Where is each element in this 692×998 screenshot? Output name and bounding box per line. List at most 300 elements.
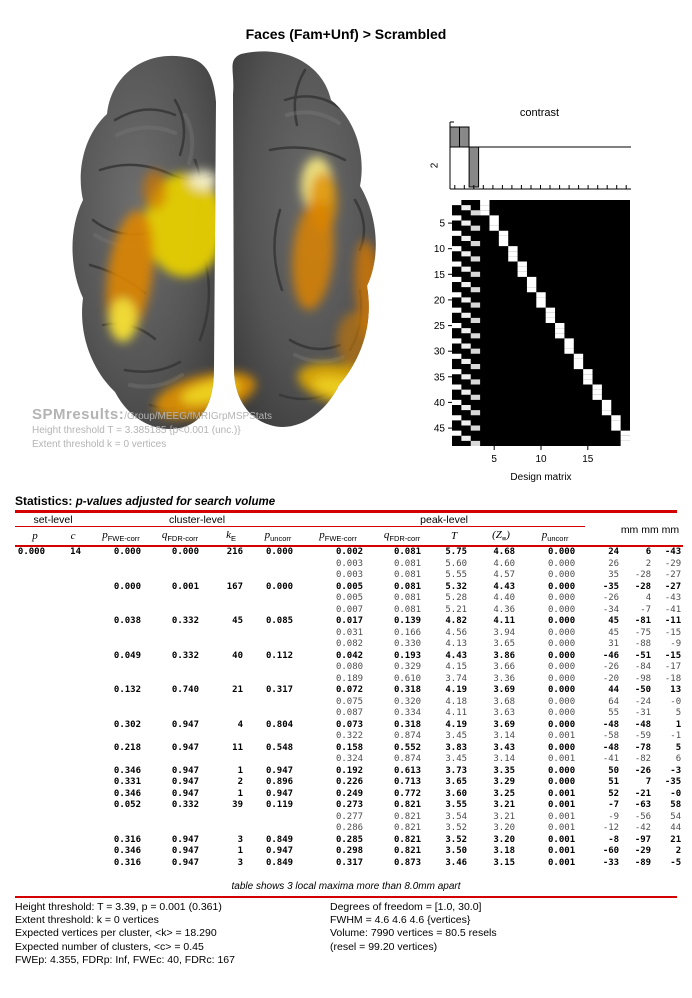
stat-value-cell [15, 731, 55, 743]
footer-resel: (resel = 99.20 vertices) [330, 940, 438, 953]
peak-coordinate-cell[interactable]: -41 [664, 604, 682, 615]
stat-value-cell: 3.25 [493, 788, 516, 799]
peak-coordinate-cell[interactable]: 5 [675, 708, 682, 718]
table-row-cluster-max [15, 777, 683, 789]
peak-coordinate-cell[interactable]: 55 [608, 708, 620, 718]
design-matrix[interactable] [415, 197, 677, 489]
peak-coordinate-cell[interactable]: -41 [602, 754, 620, 764]
stat-value-cell [209, 697, 253, 709]
peak-coordinate-cell[interactable]: 51 [608, 777, 620, 787]
stat-value-cell: 0.081 [393, 581, 422, 592]
stat-value-cell [15, 754, 55, 766]
stat-value-cell: 0.947 [171, 788, 200, 799]
stat-value-cell [55, 639, 91, 651]
group-header-peak-level: peak-level [303, 514, 585, 527]
stat-value-cell: 0.713 [393, 777, 422, 787]
stat-value-cell: 4.43 [445, 650, 468, 661]
stat-value-cell [15, 628, 55, 640]
stat-value-cell [55, 858, 91, 870]
table-row-sub-max [15, 559, 683, 571]
stat-value-cell: 0.821 [393, 834, 422, 845]
svg-text:45: 45 [433, 423, 445, 435]
statistics-label: Statistics: [15, 494, 73, 508]
stat-value-cell: 3.45 [445, 754, 468, 764]
peak-coordinate-cell[interactable]: 24 [608, 547, 620, 557]
footer-right-column [330, 901, 497, 954]
stat-value-cell: 0.000 [548, 673, 576, 684]
stat-value-cell [15, 800, 55, 812]
peak-coordinate-cell[interactable]: 35 [608, 570, 620, 580]
stat-value-cell: 0.001 [548, 788, 576, 799]
stat-value-cell: 3.69 [493, 719, 516, 730]
peak-coordinate-cell[interactable]: 6 [675, 754, 682, 764]
peak-coordinate-cell[interactable]: -43 [664, 593, 682, 603]
peak-coordinate-cell[interactable]: -24 [634, 696, 652, 707]
stat-value-cell: 0.874 [393, 754, 422, 764]
stat-value-cell: 0.000 [548, 719, 576, 730]
svg-text:5: 5 [491, 454, 497, 465]
stat-value-cell: 0.001 [548, 811, 576, 822]
peak-coordinate-cell[interactable]: -58 [602, 731, 620, 741]
stat-value-cell: 0.082 [335, 639, 364, 649]
stat-value-cell [55, 846, 91, 858]
table-row-sub-max [15, 823, 683, 835]
stat-value-cell [91, 812, 151, 824]
svg-text:30: 30 [433, 346, 445, 358]
peak-coordinate-cell[interactable]: -56 [634, 811, 652, 822]
stat-value-cell [253, 559, 303, 571]
peak-coordinate-cell[interactable]: 44 [608, 685, 620, 695]
design-matrix-xlabel: Design matrix [510, 472, 572, 483]
stat-value-cell: 0.189 [335, 673, 364, 684]
peak-coordinate-cell[interactable]: -15 [664, 650, 682, 661]
stat-value-cell: 0.000 [171, 547, 200, 557]
stat-value-cell [253, 570, 303, 582]
stat-value-cell: 0.081 [393, 547, 422, 557]
stat-value-cell [209, 605, 253, 617]
stat-value-cell [55, 605, 91, 617]
stat-value-cell: 3.20 [493, 834, 516, 845]
stat-value-cell [209, 674, 253, 686]
stat-value-cell: 1 [237, 846, 244, 856]
stat-value-cell: 0.821 [393, 846, 422, 856]
stat-value-cell: 0.947 [171, 834, 200, 845]
peak-coordinate-cell[interactable]: -51 [634, 650, 652, 661]
peak-coordinate-cell[interactable]: -9 [670, 639, 682, 649]
stat-value-cell: 0.804 [265, 719, 294, 730]
table-row-sub-max [15, 674, 683, 686]
peak-coordinate-cell[interactable]: -8 [608, 834, 620, 845]
stat-value-cell [15, 685, 55, 697]
stat-value-cell: 3.55 [445, 800, 468, 810]
stat-value-cell [15, 662, 55, 674]
results-path: /Group/MEEG/fMRIGrpMSPStats [124, 411, 273, 422]
stat-value-cell [55, 754, 91, 766]
peak-coordinate-cell[interactable]: -89 [634, 857, 652, 868]
peak-coordinate-cell[interactable]: -98 [634, 673, 652, 684]
peak-coordinate-cell[interactable]: -12 [602, 823, 620, 833]
statistics-heading [15, 494, 677, 508]
peak-coordinate-cell[interactable]: -1 [670, 731, 682, 741]
peak-coordinate-cell[interactable]: -88 [634, 639, 652, 649]
stat-value-cell [15, 766, 55, 778]
stat-value-cell: 0.000 [265, 581, 294, 592]
peak-coordinate-cell[interactable]: 7 [645, 777, 652, 787]
footer-expected-clusters: Expected number of clusters, <c> = 0.45 [15, 940, 204, 953]
stat-value-cell: 0.085 [265, 616, 294, 626]
peak-coordinate-cell[interactable]: -9 [608, 811, 620, 822]
stat-value-cell [253, 593, 303, 605]
peak-coordinate-cell[interactable]: -43 [664, 547, 682, 557]
table-row-cluster-max [15, 835, 683, 847]
stat-value-cell: 5.75 [445, 547, 468, 557]
stat-value-cell: 0.318 [393, 685, 422, 695]
stat-value-cell [15, 697, 55, 709]
stat-value-cell: 0.000 [548, 547, 576, 557]
table-row-sub-max [15, 628, 683, 640]
peak-coordinate-cell[interactable]: -46 [602, 650, 620, 661]
footer-expected-vertices: Expected vertices per cluster, <k> = 18.290 [15, 927, 217, 940]
peak-coordinate-cell[interactable]: -34 [602, 604, 620, 615]
stat-value-cell [151, 639, 209, 651]
stat-value-cell: 0.017 [335, 616, 364, 626]
stat-value-cell: 0.947 [171, 777, 200, 787]
stat-value-cell: 0.331 [113, 777, 142, 787]
stat-value-cell: 0.001 [548, 846, 576, 856]
peak-coordinate-cell[interactable]: -26 [602, 593, 620, 603]
stat-value-cell: 0.087 [335, 708, 364, 718]
peak-coordinate-cell[interactable]: 45 [608, 627, 620, 638]
stat-value-cell [209, 823, 253, 835]
stat-value-cell: 0.000 [548, 570, 576, 580]
stat-value-cell: 0.316 [113, 834, 142, 845]
stat-value-cell: 3.60 [445, 788, 468, 799]
peak-coordinate-cell[interactable]: -81 [634, 616, 652, 626]
stat-value-cell: 3.43 [493, 742, 516, 753]
stat-value-cell: 3.66 [493, 662, 516, 672]
table-row-cluster-max [15, 720, 683, 732]
stat-value-cell: 0.007 [335, 604, 364, 615]
table-row-cluster-max [15, 582, 683, 594]
stat-value-cell [91, 628, 151, 640]
stat-value-cell: 0.346 [113, 788, 142, 799]
peak-coordinate-cell[interactable]: -15 [664, 627, 682, 638]
peak-coordinate-cell[interactable]: 45 [608, 616, 620, 626]
stat-value-cell: 0.329 [393, 662, 422, 672]
stat-value-cell: 3.20 [493, 823, 516, 833]
column-header-p: p [15, 527, 55, 547]
stat-value-cell [91, 559, 151, 571]
stat-value-cell: 0.302 [113, 719, 142, 730]
stat-value-cell: 3.29 [493, 777, 516, 787]
peak-coordinate-cell[interactable]: -11 [664, 616, 682, 626]
group-header-cluster-level: cluster-level [91, 514, 303, 527]
peak-coordinate-cell[interactable]: -28 [634, 570, 652, 580]
stat-value-cell: 1 [237, 788, 244, 799]
peak-coordinate-cell[interactable]: -0 [670, 696, 682, 707]
stat-value-cell [151, 628, 209, 640]
stat-value-cell [15, 743, 55, 755]
stat-value-cell: 0.000 [548, 593, 576, 603]
stat-value-cell: 0.947 [265, 788, 294, 799]
peak-coordinate-cell[interactable]: 50 [608, 765, 620, 776]
stat-value-cell [15, 593, 55, 605]
stat-value-cell [151, 593, 209, 605]
peak-coordinate-cell[interactable]: 26 [608, 558, 620, 569]
peak-coordinate-cell[interactable]: -84 [634, 662, 652, 672]
statistics-subheading: p-values adjusted for search volume [75, 496, 276, 508]
peak-coordinate-cell[interactable]: -33 [602, 857, 620, 868]
table-row-sub-max [15, 754, 683, 766]
stat-value-cell [209, 639, 253, 651]
peak-coordinate-cell[interactable]: -97 [634, 834, 652, 845]
stat-value-cell: 0.317 [265, 685, 294, 695]
peak-coordinate-cell[interactable]: -35 [602, 581, 620, 592]
stat-value-cell: 4.68 [493, 547, 516, 557]
peak-coordinate-cell[interactable]: -59 [634, 731, 652, 741]
spmresults-label: SPMresults: [32, 406, 125, 423]
stat-value-cell: 0.821 [393, 800, 422, 810]
stat-value-cell: 0.613 [393, 765, 422, 776]
stat-value-cell: 0.000 [113, 581, 142, 592]
table-row-sub-max [15, 731, 683, 743]
stat-value-cell: 5.55 [445, 570, 468, 580]
table-row-sub-max [15, 570, 683, 582]
peak-coordinate-cell[interactable]: 13 [670, 685, 682, 695]
stat-value-cell: 4.40 [493, 593, 516, 603]
stat-value-cell: 0.000 [548, 627, 576, 638]
peak-coordinate-cell[interactable]: -0 [670, 788, 682, 799]
stat-value-cell: 0.001 [548, 834, 576, 845]
stat-value-cell: 4.57 [493, 570, 516, 580]
stat-value-cell: 0.081 [393, 604, 422, 615]
stat-value-cell: 0.849 [265, 857, 294, 868]
footer-left-column [15, 901, 235, 967]
peak-coordinate-cell[interactable]: 64 [608, 696, 620, 707]
stat-value-cell: 0.947 [265, 846, 294, 856]
stat-value-cell: 3.45 [445, 731, 468, 741]
stat-value-cell: 0.947 [171, 857, 200, 868]
stat-value-cell: 4.56 [445, 627, 468, 638]
height-threshold-note: Height threshold T = 3.385185 {p<0.001 (unc.)} [32, 425, 241, 436]
stat-value-cell: 0.005 [335, 581, 364, 592]
stat-value-cell: 4.82 [445, 616, 468, 626]
stat-value-cell: 1 [237, 765, 244, 776]
peak-coordinate-cell[interactable]: 44 [670, 823, 682, 833]
stat-value-cell: 0.031 [335, 627, 364, 638]
peak-coordinate-cell[interactable]: 31 [608, 639, 620, 649]
stat-value-cell: 0.334 [393, 708, 422, 718]
contrast-plot-title: contrast [519, 107, 560, 119]
peak-coordinate-cell[interactable]: 58 [670, 800, 682, 810]
stat-value-cell: 0.000 [548, 558, 576, 569]
stat-value-cell [55, 789, 91, 801]
stat-value-cell: 0.038 [113, 616, 142, 626]
peak-coordinate-cell[interactable]: -48 [634, 719, 652, 730]
column-header-p-fwe-corr: $p_{FWE-corr}$ [91, 527, 151, 547]
table-caption: table shows 3 local maxima more than 8.0mm apart [231, 881, 461, 892]
stat-value-cell: 0.000 [265, 547, 294, 557]
stat-value-cell: 0.081 [393, 558, 422, 569]
peak-coordinate-cell[interactable]: -48 [602, 719, 620, 730]
peak-coordinate-cell[interactable]: -7 [640, 604, 652, 615]
stat-value-cell [209, 812, 253, 824]
stat-value-cell [55, 812, 91, 824]
peak-coordinate-cell[interactable]: -20 [602, 673, 620, 684]
peak-coordinate-cell[interactable]: -18 [664, 673, 682, 684]
stat-value-cell: 0.324 [335, 754, 364, 764]
stat-value-cell: 3.14 [493, 754, 516, 764]
peak-coordinate-cell[interactable]: -75 [634, 627, 652, 638]
table-row-cluster-max [15, 858, 683, 870]
column-header-T: T [431, 527, 477, 547]
stat-value-cell [55, 777, 91, 789]
peak-coordinate-cell[interactable]: -26 [634, 765, 652, 776]
svg-text:40: 40 [433, 397, 445, 409]
stat-value-cell [15, 708, 55, 720]
peak-coordinate-cell[interactable]: -78 [634, 742, 652, 753]
column-header-k-e: $k_E$ [209, 527, 253, 547]
peak-coordinate-cell[interactable]: 1 [675, 719, 682, 730]
peak-coordinate-cell[interactable]: -63 [634, 800, 652, 810]
stat-value-cell [151, 823, 209, 835]
brain-surface-render[interactable] [55, 40, 415, 445]
stat-value-cell: 3 [237, 834, 244, 845]
peak-coordinate-cell[interactable]: -28 [634, 581, 652, 592]
peak-coordinate-cell[interactable]: -82 [634, 754, 652, 764]
stat-value-cell: 0.073 [335, 719, 364, 730]
table-row-sub-max [15, 697, 683, 709]
peak-coordinate-cell[interactable]: 4 [645, 593, 652, 603]
stat-value-cell [209, 628, 253, 640]
stat-value-cell [15, 639, 55, 651]
stat-value-cell [15, 582, 55, 594]
peak-coordinate-cell[interactable]: -35 [664, 777, 682, 787]
peak-coordinate-cell[interactable]: 54 [670, 811, 682, 822]
stat-value-cell: 3.65 [493, 639, 516, 649]
footer-fwe-fdr: FWEp: 4.355, FDRp: Inf, FWEc: 40, FDRc: 167 [15, 953, 235, 966]
stat-value-cell: 4.13 [445, 639, 468, 649]
stat-value-cell: 5.28 [445, 593, 468, 603]
stat-value-cell: 0.947 [171, 765, 200, 776]
svg-text:25: 25 [433, 321, 445, 333]
stat-value-cell: 0.332 [171, 650, 200, 661]
stat-value-cell [55, 835, 91, 847]
stat-value-cell: 3.52 [445, 834, 468, 845]
stat-value-cell: 5.21 [445, 604, 468, 615]
stat-value-cell [15, 789, 55, 801]
svg-text:10: 10 [433, 244, 445, 256]
stat-value-cell [151, 754, 209, 766]
stat-value-cell: 0.821 [393, 811, 422, 822]
stat-value-cell: 3.46 [445, 857, 468, 868]
peak-coordinate-cell[interactable]: -17 [664, 662, 682, 672]
peak-coordinate-cell[interactable]: -26 [602, 662, 620, 672]
stat-value-cell: 40 [232, 650, 244, 661]
stat-value-cell: 2 [237, 777, 244, 787]
peak-coordinate-cell[interactable]: -5 [670, 857, 682, 868]
stat-value-cell: 0.000 [548, 650, 576, 661]
stat-value-cell [55, 628, 91, 640]
stat-value-cell: 0.003 [335, 558, 364, 569]
peak-coordinate-cell[interactable]: -21 [634, 788, 652, 799]
stat-value-cell: 0.896 [265, 777, 294, 787]
stat-value-cell: 0.052 [113, 800, 142, 810]
stat-value-cell [15, 777, 55, 789]
stat-value-cell: 0.874 [393, 731, 422, 741]
peak-coordinate-cell[interactable]: 5 [675, 742, 682, 753]
stat-value-cell: 3.52 [445, 823, 468, 833]
stat-value-cell: 3.86 [493, 650, 516, 661]
stat-value-cell: 0.049 [113, 650, 142, 661]
peak-coordinate-cell[interactable]: -27 [664, 581, 682, 592]
peak-coordinate-cell[interactable]: -7 [608, 800, 620, 810]
column-header-p-uncorr: $p_{uncorr}$ [525, 527, 585, 547]
stat-value-cell: 0.193 [393, 650, 422, 661]
peak-coordinate-cell[interactable]: -29 [634, 846, 652, 856]
peak-coordinate-cell[interactable]: 2 [675, 846, 682, 856]
peak-coordinate-cell[interactable]: -29 [664, 558, 682, 569]
peak-coordinate-cell[interactable]: -27 [664, 570, 682, 580]
stat-value-cell: 0.042 [335, 650, 364, 661]
stat-value-cell: 3.18 [493, 846, 516, 856]
peak-coordinate-cell[interactable]: -31 [634, 708, 652, 718]
stat-value-cell: 0.166 [393, 627, 422, 638]
stat-value-cell: 0.000 [548, 696, 576, 707]
peak-coordinate-cell[interactable]: 2 [645, 558, 652, 569]
stat-value-cell: 3.54 [445, 811, 468, 822]
stat-value-cell: 216 [226, 547, 244, 557]
stat-value-cell: 0.000 [548, 616, 576, 626]
peak-coordinate-cell[interactable]: -48 [602, 742, 620, 753]
stat-value-cell: 0.332 [171, 800, 200, 810]
stat-value-cell [55, 708, 91, 720]
stat-value-cell [91, 605, 151, 617]
stat-value-cell [91, 823, 151, 835]
stat-value-cell: 0.119 [265, 800, 294, 810]
table-row-sub-max [15, 605, 683, 617]
stat-value-cell: 4.36 [493, 604, 516, 615]
stat-value-cell: 0.000 [548, 777, 576, 787]
stat-value-cell [209, 593, 253, 605]
stat-value-cell: 0.001 [548, 857, 576, 868]
stat-value-cell [55, 800, 91, 812]
stat-value-cell [91, 662, 151, 674]
stat-value-cell [253, 639, 303, 651]
cursor-crosshair[interactable] [217, 156, 227, 196]
peak-coordinate-cell[interactable]: 21 [670, 834, 682, 845]
stat-value-cell [15, 651, 55, 663]
contrast-plot[interactable] [449, 121, 632, 193]
column-header-q-fdr-corr: $q_{FDR-corr}$ [151, 527, 209, 547]
peak-coordinate-cell[interactable]: 6 [645, 547, 652, 557]
stat-value-cell: 4.18 [445, 696, 468, 707]
stat-value-cell: 0.001 [548, 731, 576, 741]
stat-value-cell: 0.316 [113, 857, 142, 868]
stat-value-cell: 4.11 [445, 708, 468, 718]
peak-coordinate-cell[interactable]: -50 [634, 685, 652, 695]
table-row-cluster-max [15, 789, 683, 801]
table-row-sub-max [15, 639, 683, 651]
peak-coordinate-cell[interactable]: -42 [634, 823, 652, 833]
stat-value-cell [209, 570, 253, 582]
table-row-cluster-max [15, 846, 683, 858]
peak-coordinate-cell[interactable]: -60 [602, 846, 620, 856]
peak-coordinate-cell[interactable]: 52 [608, 788, 620, 799]
stat-value-cell [151, 559, 209, 571]
peak-coordinate-cell[interactable]: -3 [670, 765, 682, 776]
stat-value-cell: 0.000 [548, 708, 576, 718]
